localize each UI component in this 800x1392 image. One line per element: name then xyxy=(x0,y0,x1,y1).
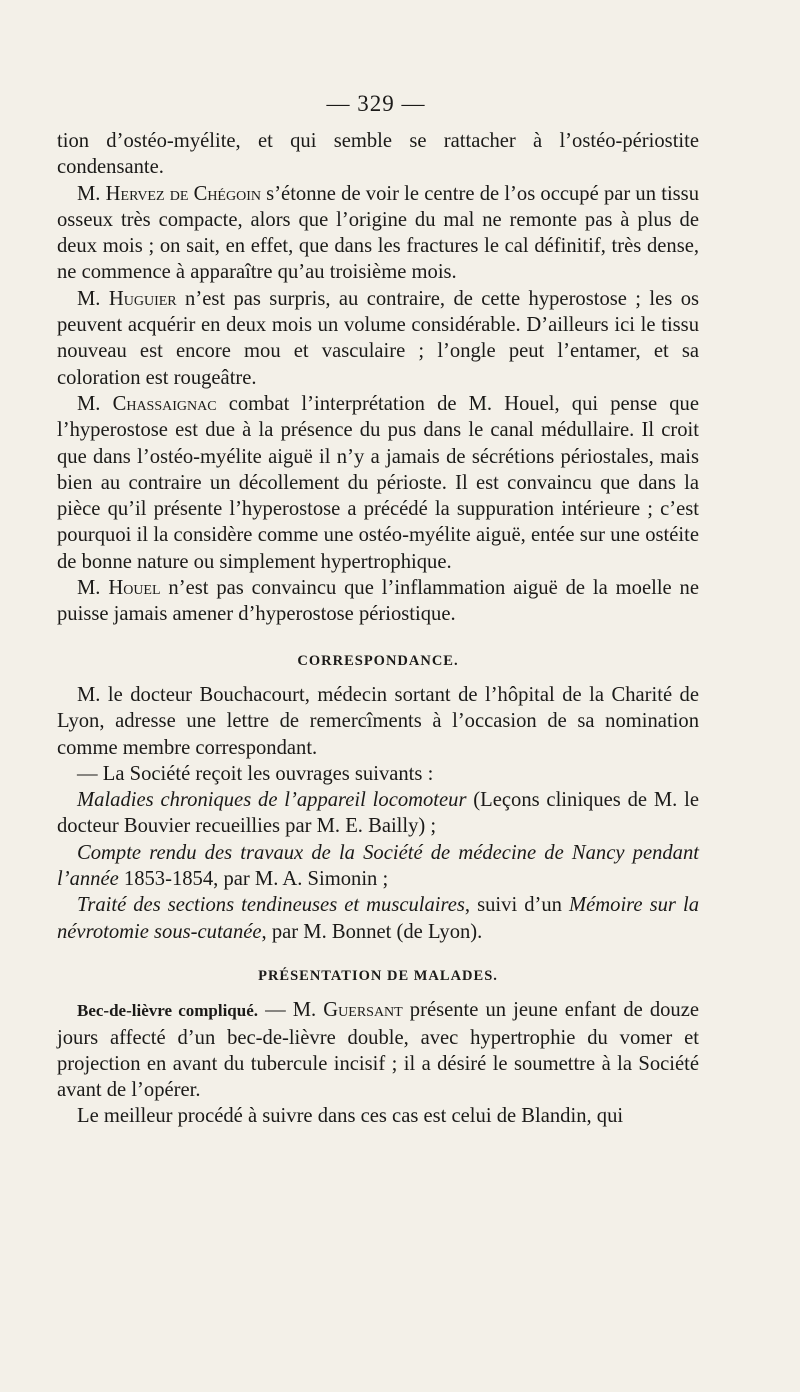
paragraph: tion d’ostéo-myélite, et qui semble se rattacher à l’ostéo-périostite condensante. xyxy=(57,130,699,179)
speaker-name: Chassaignac xyxy=(112,392,217,415)
paragraph: — La Société reçoit les ouvrages suivants : xyxy=(77,762,434,785)
paragraph xyxy=(57,787,699,840)
prefix: M. xyxy=(77,392,101,415)
page-number: — 329 — xyxy=(326,91,426,116)
paragraph xyxy=(57,391,699,575)
speaker-name: Huguier xyxy=(108,287,177,310)
speaker-name: Guersant xyxy=(323,999,403,1022)
book-title: Mémoire sur la névrotomie sous-cutanée xyxy=(57,894,699,943)
paragraph-text: (Leçons cliniques de M. le docteur Bouvier recueillies par M. E. Bailly) ; xyxy=(57,789,699,838)
prefix: M. xyxy=(77,182,101,205)
paragraph-text: présente un jeune enfant de douze jours affecté d’un bec-de-lièvre double, avec hypertrophie du vomer et projection en avant du tubercule incisif ; il a désiré le soumettre à la Société avant de l’opérer. xyxy=(57,999,699,1102)
paragraph-text: 1853-1854, par M. A. Simonin ; xyxy=(118,868,389,891)
paragraph xyxy=(57,997,699,1103)
paragraph-text: s’étonne de voir le centre de l’os occupé par un tissu osseux très compacte, alors que l’origine du mal ne remonte pas à plus de deux mois ; on sait, en effet, que dans les fractures le cal définitif, très dense, ne commence à apparaître qu’au troisième mois. xyxy=(57,182,699,284)
section-heading: PRÉSENTATION DE MALADES. xyxy=(258,967,498,984)
case-title: Bec-de-lièvre compliqué. xyxy=(77,1001,259,1021)
paragraph-text: n’est pas convaincu que l’inflammation aiguë de la moelle ne puisse jamais amener d’hyperostose périostique. xyxy=(57,577,699,626)
book-title: Traité des sections tendineuses et musculaires xyxy=(77,894,465,917)
paragraph xyxy=(57,181,699,286)
paragraph xyxy=(57,840,699,893)
paragraph-text: , par M. Bonnet (de Lyon). xyxy=(261,920,483,943)
paragraph-text: , suivi d’un xyxy=(464,894,569,917)
paragraph xyxy=(57,286,699,391)
speaker-name: Hervez de Chégoin xyxy=(105,182,261,205)
paragraph xyxy=(57,892,699,945)
paragraph-text: n’est pas surpris, au contraire, de cette hyperostose ; les os peuvent acquérir en deux mois un volume considérable. D’ailleurs ici le tissu nouveau est encore mou et vasculaire ; l’ongle peut l’entamer, et sa coloration est rougeâtre. xyxy=(57,287,700,389)
book-title: Maladies chroniques de l’appareil locomoteur xyxy=(77,789,467,812)
book-title: Compte rendu des travaux de la Société de médecine de Nancy pendant l’année xyxy=(57,841,699,891)
paragraph-text: — M. xyxy=(258,999,324,1022)
prefix: M. xyxy=(77,287,101,310)
prefix: M. xyxy=(77,577,101,600)
speaker-name: Houel xyxy=(108,577,161,600)
body-text xyxy=(57,128,699,1130)
paragraph: M. le docteur Bouchacourt, médecin sortant de l’hôpital de la Charité de Lyon, adresse une lettre de remercîments à l’occasion de sa nomination comme membre correspondant. xyxy=(57,683,699,759)
paragraph xyxy=(57,575,699,628)
paragraph: Le meilleur procédé à suivre dans ces cas est celui de Blandin, qui xyxy=(77,1105,624,1128)
paragraph-text: combat l’interprétation de M. Houel, qui pense que l’hyperostose est due à la présence du pus dans le canal médullaire. Il croit que dans l’ostéo-myélite aiguë il n’y a jamais de sécrétions périostales, mais bien au contraire un décollement du périoste. Il est convaincu que dans la pièce qu’il présente l’hyperostose a précédé la suppuration intérieure ; c’est pourquoi il la considère comme une ostéo-myélite aiguë, entée sur une ostéite de bonne nature ou simplement hypertrophique. xyxy=(57,392,699,573)
section-heading: CORRESPONDANCE. xyxy=(297,652,459,669)
